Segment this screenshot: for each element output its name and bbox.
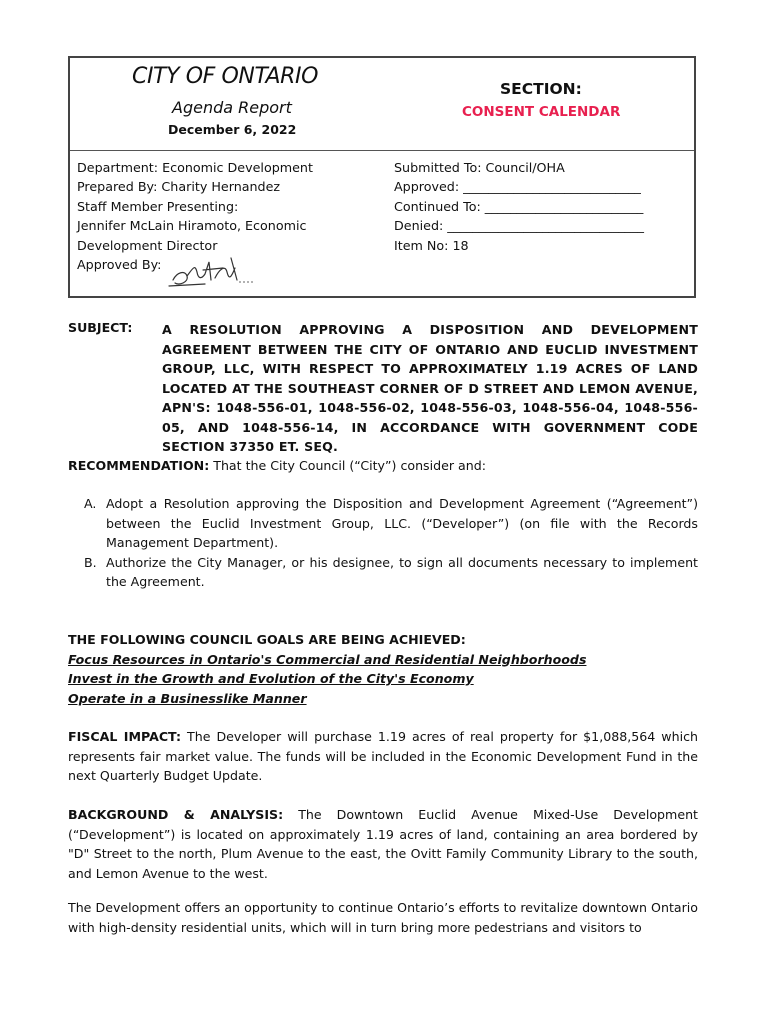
goal-item: Focus Resources in Ontario's Commercial and Residential Neighborhoods	[68, 651, 587, 667]
list-marker: B.	[84, 554, 97, 570]
staff-name-line1: Jennifer McLain Hiramoto, Economic	[77, 218, 307, 234]
prepared-by: Prepared By: Charity Hernandez	[77, 179, 281, 195]
list-item-text: Adopt a Resolution approving the Disposition and Development Agreement (“Agreement”) between the Euclid Investment Group, LLC. (“Developer”) (on file with the Records Management Department).	[106, 496, 698, 550]
report-date: December 6, 2022	[168, 122, 297, 137]
background-label: BACKGROUND & ANALYSIS:	[68, 807, 284, 822]
fiscal-label: FISCAL IMPACT:	[68, 729, 181, 744]
recommendation	[68, 456, 698, 476]
header-box	[68, 56, 696, 298]
list-marker: A.	[84, 496, 97, 511]
background-text: The Downtown Euclid Avenue Mixed-Use Development (“Development”) is located on approximately 1.19 acres of land, containing an area bordered by "D" Street to the north, Plum Avenue to the east, the Ovitt Family Community Library to the south, and Lemon Avenue to the west.	[68, 807, 698, 881]
city-name: CITY OF ONTARIO	[132, 64, 319, 89]
fiscal-impact	[68, 727, 698, 786]
header-divider	[70, 150, 694, 151]
report-type: Agenda Report	[172, 98, 292, 117]
fiscal-text: The Developer will purchase 1.19 acres of real property for $1,088,564 which represents fair market value. The funds will be included in the Economic Development Fund in the next Quarterly Budget Update.	[68, 729, 698, 783]
section-label: SECTION:	[500, 80, 582, 98]
approved-by-label: Approved By:	[77, 257, 162, 273]
recommendation-label: RECOMMENDATION:	[68, 458, 210, 473]
subject-label: SUBJECT:	[68, 320, 133, 335]
list-item	[84, 494, 698, 553]
development-text: The Development offers an opportunity to continue Ontario’s efforts to revitalize downtown Ontario with high-density residential units, which will in turn bring more pedestrians and visitors to	[68, 900, 698, 935]
goals-heading: THE FOLLOWING COUNCIL GOALS ARE BEING ACHIEVED:	[68, 632, 466, 647]
goal-item: Invest in the Growth and Evolution of the City's Economy	[68, 671, 474, 686]
goal-item: Operate in a Businesslike Manner	[68, 690, 307, 706]
council-goals	[68, 630, 698, 708]
submission-info	[394, 158, 644, 255]
background-analysis	[68, 805, 698, 883]
staff-presenting-label: Staff Member Presenting:	[77, 198, 239, 214]
approved-line: Approved: ____________________________	[394, 179, 641, 195]
submitted-to: Submitted To: Council/OHA	[394, 160, 565, 175]
recommendation-list	[84, 494, 698, 592]
department: Department: Economic Development	[77, 160, 313, 175]
section-value: CONSENT CALENDAR	[462, 104, 621, 120]
continued-to: Continued To: _________________________	[394, 198, 644, 214]
list-item	[84, 553, 698, 592]
signature-image	[165, 250, 255, 290]
recommendation-intro: That the City Council (“City”) consider and:	[209, 458, 486, 473]
staff-name-line2: Development Director	[77, 237, 218, 253]
item-number: Item No: 18	[394, 237, 469, 253]
denied-line: Denied: _______________________________	[394, 218, 644, 234]
development-paragraph	[68, 898, 698, 937]
subject-text: A RESOLUTION APPROVING A DISPOSITION AND DEVELOPMENT AGREEMENT BETWEEN THE CITY OF ONTARIO AND EUCLID INVESTMENT GROUP, LLC, WITH RESPECT TO APPROXIMATELY 1.19 ACRES OF LAND LOCATED AT THE SOUTHEAST CORNER OF D STREET AND LEMON AVENUE, APN'S: 1048-556-01, 1048-556-02, 1048-556-03, 1048-556-04, 1048-556-05, AND 1048-556-14, IN ACCORDANCE WITH GOVERNMENT CODE SECTION 37350 ET. SEQ.	[162, 322, 698, 454]
list-item-text: Authorize the City Manager, or his designee, to sign all documents necessary to implement the Agreement.	[106, 554, 698, 589]
